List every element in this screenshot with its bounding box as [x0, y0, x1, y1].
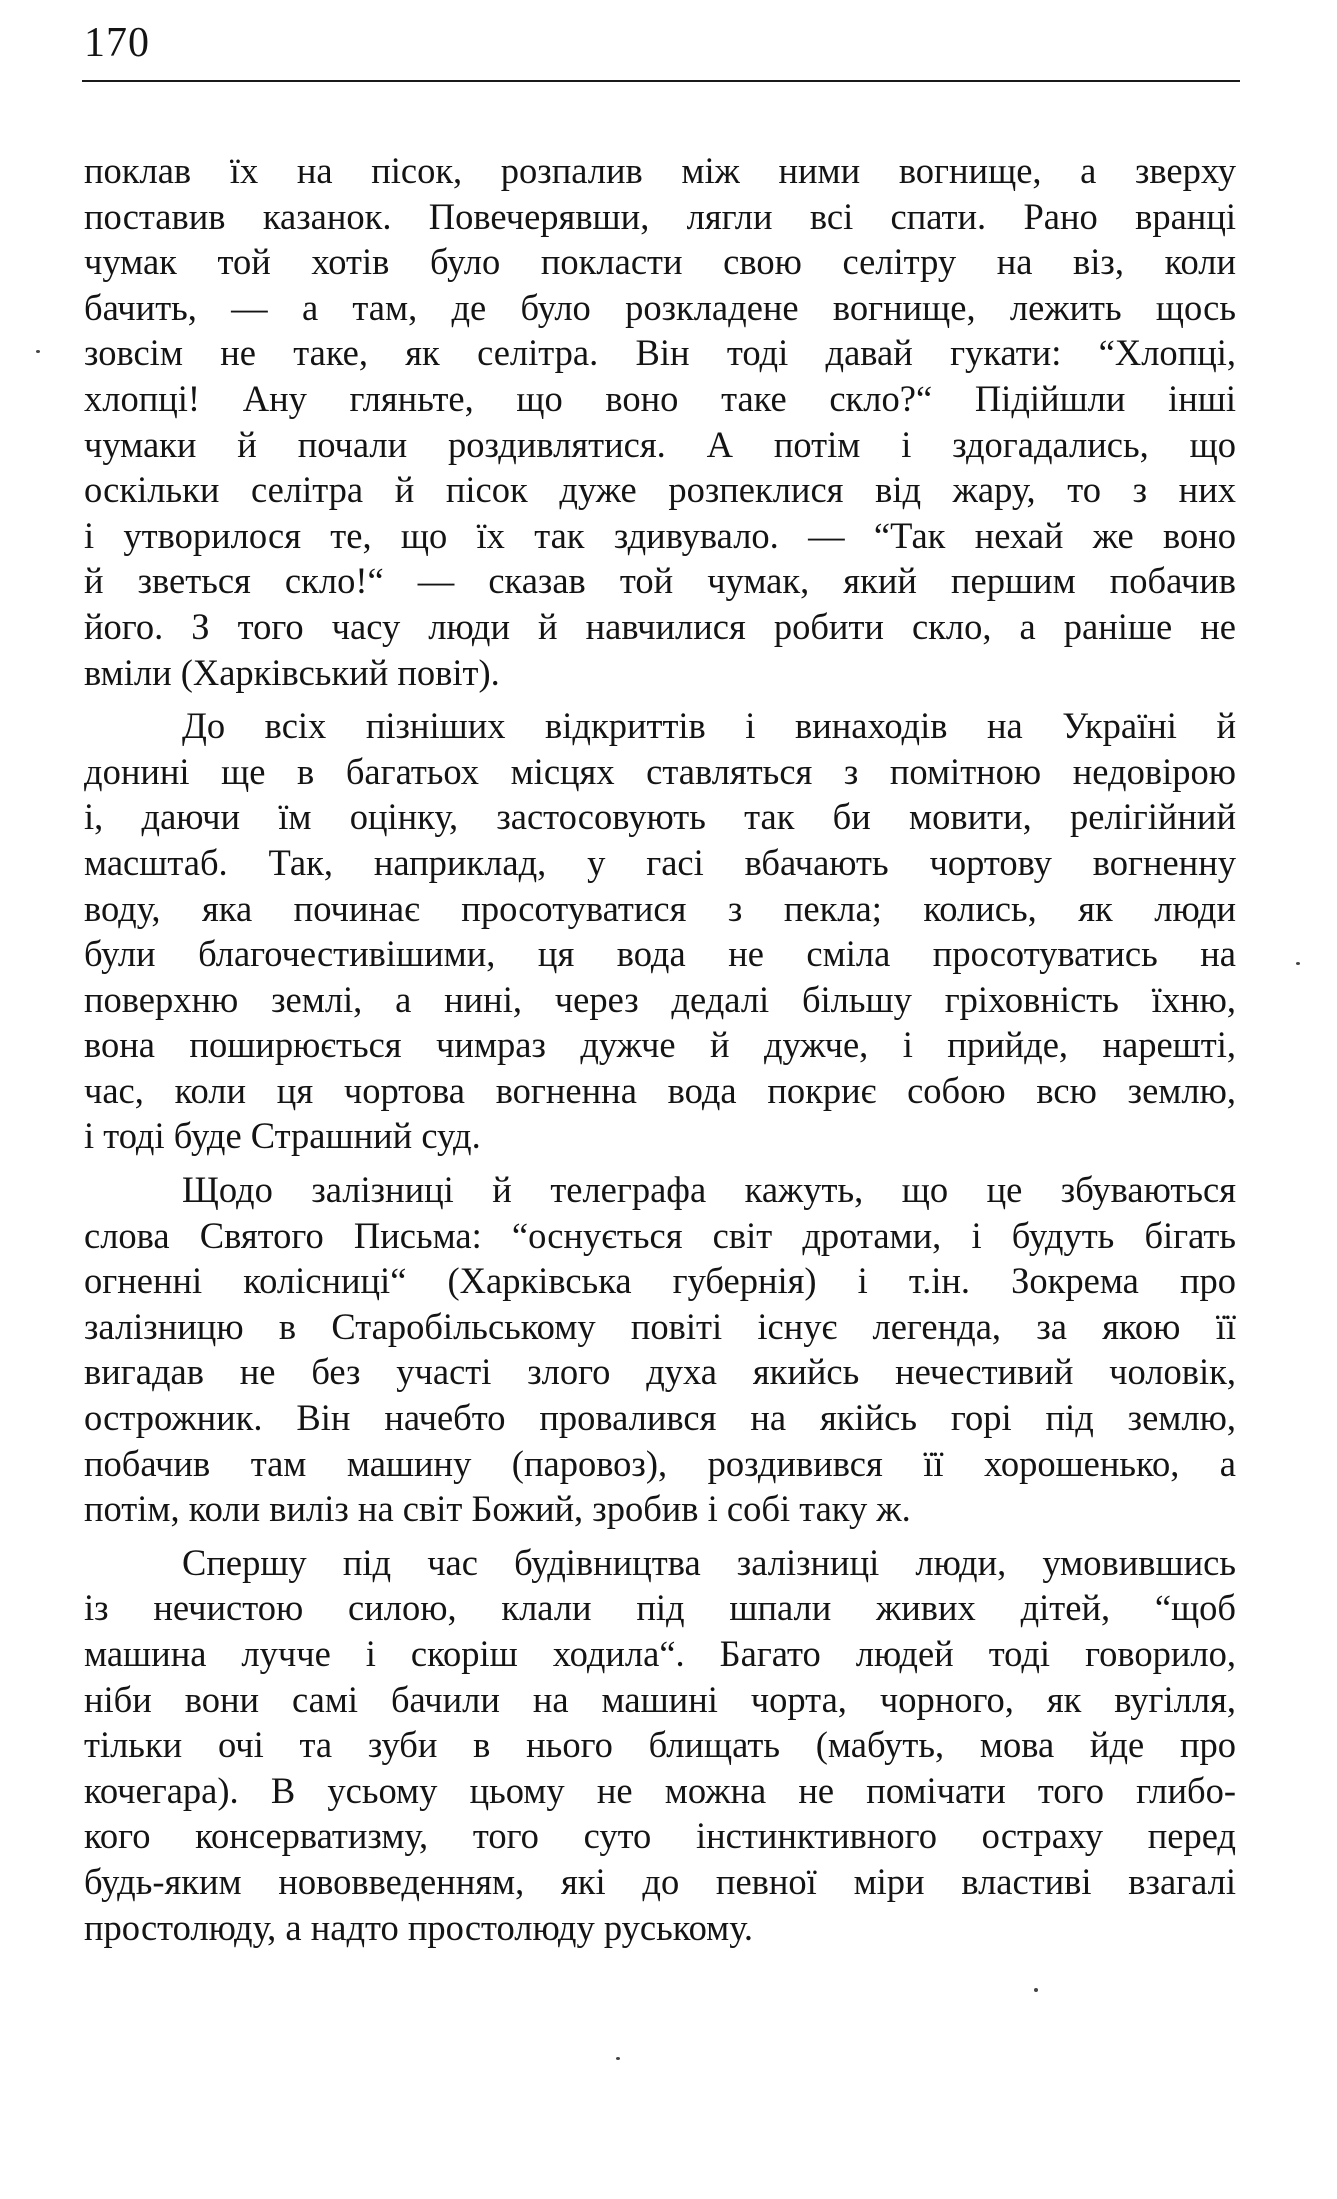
text-line: час, коли ця чортова вогненна вода покриє собою всю землю, [84, 1069, 1236, 1111]
page-number: 170 [84, 20, 150, 66]
text-line: масштаб. Так, наприклад, у гасі вбачають чортову вогненну [84, 841, 1236, 883]
text-line: Щодо залізниці й телеграфа кажуть, що це збуваються [182, 1169, 1236, 1211]
text-line: слова Святого Письма: “оснується світ дротами, і будуть бігать [84, 1214, 1236, 1256]
text-line: будь-яким нововведенням, які до певної міри властиві взагалі [84, 1860, 1236, 1902]
text-line: острожник. Він начебто провалився на якійсь горі під землю, [84, 1397, 1236, 1439]
header-rule [82, 80, 1240, 82]
text-line: побачив там машину (паровоз), роздивився її хорошенько, а [84, 1442, 1236, 1484]
text-line: Спершу під час будівництва залізниці люди, умовившись [182, 1541, 1236, 1583]
paragraph [84, 1540, 1236, 1950]
scan-speck [1296, 962, 1300, 965]
text-line: ніби вони самі бачили на машині чорта, чорного, як вугілля, [84, 1678, 1236, 1720]
text-line: чумаки й почали роздивлятися. А потім і здогадались, що [84, 423, 1236, 465]
scan-speck [1034, 1988, 1038, 1992]
text-line: і тоді буде Страшний суд. [84, 1115, 481, 1157]
text-line: вміли (Харківський повіт). [84, 651, 500, 693]
text-line: залізницю в Старобільському повіті існує легенда, за якою її [84, 1305, 1236, 1347]
text-line: До всіх пізніших відкриттів і винаходів на Україні й [182, 705, 1236, 747]
text-line: огненні колісниці“ (Харківська губернія) і т.ін. Зокрема про [84, 1260, 1236, 1302]
text-line: поставив казанок. Повечерявши, лягли всі спати. Рано вранці [84, 195, 1236, 237]
text-line: чумак той хотів було покласти свою селітру на віз, коли [84, 241, 1236, 283]
text-line: і, даючи їм оцінку, застосовують так би мовити, релігійний [84, 796, 1236, 838]
paragraph [84, 703, 1236, 1159]
paragraph [84, 1167, 1236, 1532]
scan-speck [36, 350, 40, 353]
text-line: машина лучче і скоріш ходила“. Багато людей тоді говорило, [84, 1633, 1236, 1674]
text-line: кочегара). В усьому цьому не можна не помічати того глибо- [84, 1769, 1236, 1811]
text-line: із нечистою силою, клали під шпали живих дітей, “щоб [84, 1587, 1236, 1629]
text-line: і утворилося те, що їх так здивувало. — “Так нехай же воно [84, 514, 1236, 556]
text-line: вона поширюється чимраз дужче й дужче, і прийде, нарешті, [84, 1024, 1236, 1066]
text-line: тільки очі та зуби в нього блищать (мабуть, мова йде про [84, 1724, 1236, 1766]
body-text [84, 148, 1236, 1950]
text-line: оскільки селітра й пісок дуже розпеклися від жару, то з них [84, 469, 1236, 511]
text-line: вигадав не без участі злого духа якийсь нечестивий чоловік, [84, 1351, 1236, 1393]
text-line: його. З того часу люди й навчилися робити скло, а раніше не [84, 605, 1236, 647]
text-line: поверхню землі, а нині, через дедалі більшу гріховність їхню, [84, 978, 1236, 1020]
text-line: простолюду, а надто простолюду руському. [84, 1906, 753, 1948]
text-line: донині ще в багатьох місцях ставляться з помітною недовірою [84, 750, 1236, 792]
text-line: кого консерватизму, того суто інстинктивного остраху перед [84, 1815, 1236, 1857]
text-line: воду, яка починає просотуватися з пекла; колись, як люди [84, 887, 1236, 929]
text-line: й зветься скло!“ — сказав той чумак, який першим побачив [84, 560, 1236, 602]
text-line: поклав їх на пісок, розпалив між ними вогнище, а зверху [84, 150, 1236, 191]
text-line: бачить, — а там, де було розкладене вогнище, лежить щось [84, 286, 1236, 328]
text-line: потім, коли виліз на світ Божий, зробив і собі таку ж. [84, 1488, 911, 1530]
paragraph [84, 148, 1236, 695]
text-line: зовсім не таке, як селітра. Він тоді давай гукати: “Хлопці, [84, 332, 1236, 374]
text-line: хлопці! Ану гляньте, що воно таке скло?“ Підійшли інші [84, 377, 1236, 419]
text-line: були благочестивішими, ця вода не сміла просотуватись на [84, 933, 1236, 975]
scan-speck [616, 2057, 620, 2060]
